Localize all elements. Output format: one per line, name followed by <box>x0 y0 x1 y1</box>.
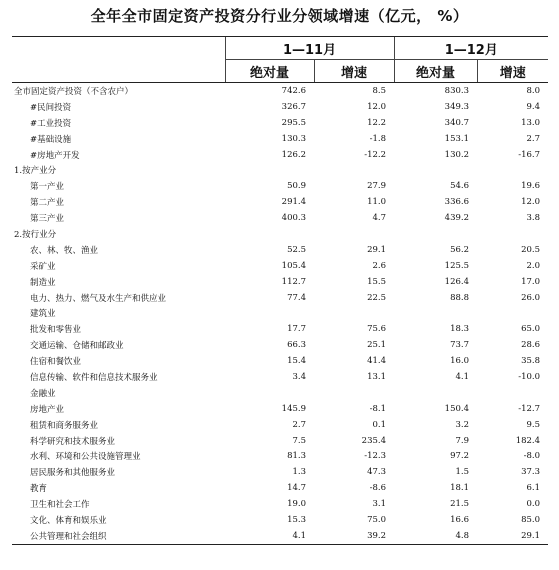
value-nov-growth <box>314 385 394 401</box>
value-nov-abs: 52.5 <box>287 244 306 255</box>
value-dec-abs: 125.5 <box>444 260 470 271</box>
value-dec-abs: 54.6 <box>450 181 470 192</box>
value-dec-abs: 3.2 <box>455 419 470 430</box>
table-row <box>12 305 548 321</box>
value-nov-abs: 3.4 <box>292 371 306 382</box>
value-nov-abs: 15.3 <box>287 514 306 525</box>
value-dec-growth: -12.7 <box>518 403 541 414</box>
value-nov-abs: 1.3 <box>292 467 306 478</box>
value-nov-growth: 29.1 <box>367 244 387 255</box>
row-label: 第一产业 <box>30 182 65 193</box>
value-nov-growth <box>314 226 394 242</box>
value-nov-growth: 47.3 <box>367 467 387 478</box>
header-growth-2: 增速 <box>477 60 548 83</box>
value-nov-growth: 2.6 <box>372 260 387 271</box>
value-dec-growth: 65.0 <box>521 324 541 335</box>
value-dec-abs <box>394 305 477 321</box>
value-dec-growth: -8.0 <box>523 451 541 462</box>
value-dec-growth: 9.4 <box>526 101 541 112</box>
value-nov-abs: 105.4 <box>281 260 306 271</box>
row-label: #基础设施 <box>30 134 72 145</box>
value-nov-abs: 15.4 <box>287 356 306 367</box>
table-row <box>12 337 548 353</box>
value-dec-growth: 2.0 <box>526 260 541 271</box>
table-row <box>12 369 548 385</box>
value-nov-abs: 17.7 <box>287 324 306 335</box>
header-period-jan-nov: 1—11月 <box>225 37 394 60</box>
value-dec-abs: 150.4 <box>444 403 470 414</box>
value-dec-abs: 1.5 <box>455 467 470 478</box>
value-nov-abs: 145.9 <box>281 403 306 414</box>
value-nov-growth: -8.1 <box>369 403 387 414</box>
value-dec-growth: 19.6 <box>521 181 541 192</box>
table-row <box>12 433 548 449</box>
value-dec-growth: 12.0 <box>521 197 541 208</box>
value-dec-growth: 28.6 <box>521 340 541 351</box>
value-nov-growth: 27.9 <box>367 181 387 192</box>
value-nov-abs: 112.7 <box>281 276 306 287</box>
value-dec-growth: 8.0 <box>526 85 541 96</box>
table-row <box>12 178 548 194</box>
value-dec-growth <box>477 162 548 178</box>
value-dec-abs: 830.3 <box>444 85 470 96</box>
row-label: 交通运输、仓储和邮政业 <box>30 341 124 352</box>
header-blank <box>12 37 225 83</box>
value-nov-growth: -12.2 <box>364 149 387 160</box>
table-row <box>12 210 548 226</box>
value-nov-abs: 66.3 <box>287 340 306 351</box>
table-row <box>12 353 548 369</box>
value-dec-growth <box>477 305 548 321</box>
value-nov-abs: 326.7 <box>281 101 306 112</box>
value-dec-growth: 6.1 <box>526 483 541 494</box>
value-dec-abs: 349.3 <box>444 101 470 112</box>
table-row <box>12 401 548 417</box>
value-dec-growth: 29.1 <box>477 528 548 544</box>
value-nov-abs: 126.2 <box>281 149 306 160</box>
value-nov-abs: 291.4 <box>281 197 306 208</box>
value-dec-growth <box>477 385 548 401</box>
row-label: 采矿业 <box>30 261 56 272</box>
value-nov-abs: 14.7 <box>287 483 306 494</box>
value-nov-growth: 12.0 <box>367 101 387 112</box>
header-period-jan-dec: 1—12月 <box>394 37 548 60</box>
value-nov-growth: 13.1 <box>367 371 387 382</box>
table-row <box>12 162 548 178</box>
row-label: 2.按行业分 <box>14 229 57 240</box>
table-row <box>12 385 548 401</box>
table-row <box>12 242 548 258</box>
value-dec-abs: 18.3 <box>450 324 470 335</box>
value-dec-abs: 7.9 <box>455 435 470 446</box>
value-nov-abs <box>225 226 314 242</box>
value-dec-abs: 340.7 <box>444 117 470 128</box>
value-nov-growth <box>314 305 394 321</box>
value-nov-abs <box>225 162 314 178</box>
table-row <box>12 464 548 480</box>
value-nov-abs: 2.7 <box>292 419 306 430</box>
header-growth-1: 增速 <box>314 60 394 83</box>
value-nov-growth: -8.6 <box>369 483 387 494</box>
table-row <box>12 83 548 99</box>
value-nov-growth: 3.1 <box>372 499 387 510</box>
value-nov-abs: 81.3 <box>287 451 306 462</box>
table-row <box>12 528 548 544</box>
value-nov-growth: 75.0 <box>367 514 387 525</box>
value-nov-growth: 39.2 <box>314 528 394 544</box>
table-body <box>12 83 548 545</box>
value-dec-abs: 4.8 <box>394 528 477 544</box>
value-dec-growth: 182.4 <box>515 435 541 446</box>
value-nov-growth: 4.7 <box>372 213 387 224</box>
value-nov-abs <box>225 385 314 401</box>
value-nov-abs <box>225 305 314 321</box>
value-dec-growth: 2.7 <box>526 133 541 144</box>
value-nov-abs: 50.9 <box>287 181 306 192</box>
value-dec-abs: 439.2 <box>444 213 470 224</box>
row-label: 公共管理和社会组织 <box>12 528 225 544</box>
row-label: 租赁和商务服务业 <box>30 420 99 431</box>
row-label: 文化、体育和娱乐业 <box>30 515 107 526</box>
header-abs-2: 绝对量 <box>394 60 477 83</box>
page-title: 全年全市固定资产投资分行业分领域增速（亿元， %） <box>90 7 469 25</box>
table-row <box>12 321 548 337</box>
value-nov-abs: 77.4 <box>287 292 306 303</box>
value-nov-growth: 8.5 <box>372 85 387 96</box>
value-dec-abs: 18.1 <box>450 483 470 494</box>
value-dec-abs: 130.2 <box>444 149 470 160</box>
row-label: 金融业 <box>30 388 56 399</box>
value-nov-abs: 7.5 <box>292 435 306 446</box>
table-row <box>12 147 548 163</box>
value-dec-growth: 85.0 <box>521 514 541 525</box>
header-abs-1: 绝对量 <box>225 60 314 83</box>
row-label: 住宿和餐饮业 <box>30 357 82 368</box>
investment-table <box>12 36 548 545</box>
value-dec-abs: 97.2 <box>450 451 470 462</box>
value-nov-growth: 235.4 <box>361 435 387 446</box>
value-dec-growth: 35.8 <box>521 356 541 367</box>
value-nov-growth: -12.3 <box>364 451 387 462</box>
value-nov-growth: 11.0 <box>367 197 387 208</box>
row-label: 卫生和社会工作 <box>30 500 90 511</box>
value-dec-abs: 126.4 <box>444 276 470 287</box>
value-dec-growth: 0.0 <box>526 499 541 510</box>
value-nov-growth: -1.8 <box>369 133 387 144</box>
table-row <box>12 274 548 290</box>
value-nov-abs: 130.3 <box>281 133 306 144</box>
value-nov-growth: 15.5 <box>367 276 387 287</box>
value-nov-abs: 742.6 <box>281 85 306 96</box>
table-row <box>12 194 548 210</box>
table-row <box>12 99 548 115</box>
row-label: #工业投资 <box>30 118 72 129</box>
value-dec-growth: 26.0 <box>521 292 541 303</box>
table-row <box>12 480 548 496</box>
value-dec-growth: 37.3 <box>521 467 541 478</box>
value-nov-growth <box>314 162 394 178</box>
value-dec-abs <box>394 162 477 178</box>
value-dec-growth <box>477 226 548 242</box>
value-dec-abs: 16.6 <box>450 514 470 525</box>
row-label: 第三产业 <box>30 214 65 225</box>
table-header <box>12 37 548 83</box>
value-dec-abs: 88.8 <box>450 292 470 303</box>
value-dec-growth: 20.5 <box>521 244 541 255</box>
row-label: 房地产业 <box>30 404 65 415</box>
row-label: 第二产业 <box>30 198 65 209</box>
value-nov-growth: 75.6 <box>367 324 387 335</box>
table-row <box>12 115 548 131</box>
row-label: 1.按产业分 <box>14 166 57 177</box>
value-dec-growth: -16.7 <box>518 149 541 160</box>
row-label: 科学研究和技术服务业 <box>30 436 116 447</box>
table-row <box>12 258 548 274</box>
row-label: #民间投资 <box>30 102 72 113</box>
value-nov-growth: 22.5 <box>367 292 387 303</box>
value-dec-abs: 73.7 <box>450 340 470 351</box>
value-dec-abs: 16.0 <box>450 356 470 367</box>
row-label: 农、林、牧、渔业 <box>30 245 99 256</box>
table-row <box>12 226 548 242</box>
value-dec-abs <box>394 385 477 401</box>
value-dec-growth: -10.0 <box>518 371 541 382</box>
table-row <box>12 417 548 433</box>
row-label: 建筑业 <box>30 309 56 320</box>
value-dec-abs: 153.1 <box>444 133 470 144</box>
value-dec-growth: 13.0 <box>521 117 541 128</box>
row-label: 制造业 <box>30 277 56 288</box>
row-label: 信息传输、软件和信息技术服务业 <box>30 372 158 383</box>
value-dec-abs: 56.2 <box>450 244 470 255</box>
value-nov-growth: 0.1 <box>372 419 387 430</box>
table-row <box>12 131 548 147</box>
value-nov-growth: 25.1 <box>367 340 387 351</box>
value-dec-growth: 17.0 <box>521 276 541 287</box>
value-nov-growth: 41.4 <box>367 356 387 367</box>
row-label: #房地产开发 <box>30 150 80 161</box>
value-dec-abs <box>394 226 477 242</box>
row-label: 居民服务和其他服务业 <box>30 468 116 479</box>
row-label: 电力、热力、燃气及水生产和供应业 <box>30 293 167 304</box>
value-nov-abs: 295.5 <box>281 117 306 128</box>
table-row <box>12 290 548 306</box>
row-label: 全市固定资产投资（不含农户） <box>14 86 134 97</box>
row-label: 批发和零售业 <box>30 325 82 336</box>
value-nov-abs: 4.1 <box>225 528 314 544</box>
value-dec-abs: 336.6 <box>444 197 470 208</box>
value-nov-abs: 19.0 <box>287 499 306 510</box>
row-label: 教育 <box>30 484 48 495</box>
table-row <box>12 496 548 512</box>
table-row <box>12 512 548 528</box>
table-row <box>12 448 548 464</box>
value-dec-abs: 21.5 <box>450 499 470 510</box>
value-dec-growth: 9.5 <box>526 419 541 430</box>
value-nov-abs: 400.3 <box>281 213 306 224</box>
value-nov-growth: 12.2 <box>367 117 387 128</box>
value-dec-growth: 3.8 <box>526 213 541 224</box>
row-label: 水利、环境和公共设施管理业 <box>30 452 141 463</box>
value-dec-abs: 4.1 <box>455 371 470 382</box>
